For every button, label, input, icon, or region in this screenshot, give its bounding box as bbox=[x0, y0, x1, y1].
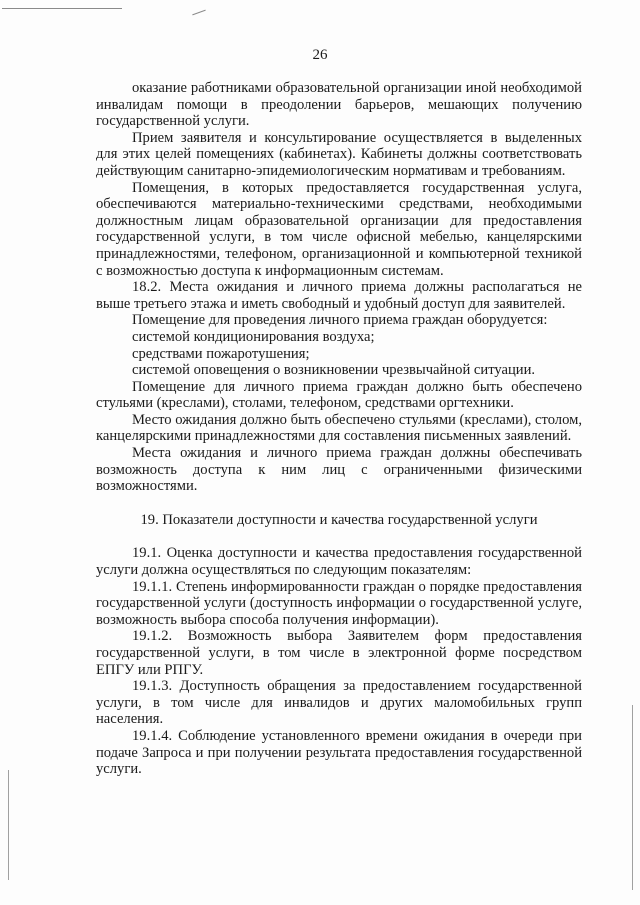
paragraph: оказание работниками образовательной организации иной необходимой инвалидам помощи в преодолении барьеров, мешающих получению государственной услуги. bbox=[96, 80, 582, 130]
paragraph: 19.1.3. Доступность обращения за предоставлением государственной услуги, в том числе для инвалидов и других маломобильных групп населения. bbox=[96, 678, 582, 728]
paragraph: Места ожидания и личного приема граждан должны обеспечивать возможность доступа к ним лиц с ограниченными физическими возможностями. bbox=[96, 445, 582, 495]
paragraph: 19.1. Оценка доступности и качества предоставления государственной услуги должна осуществляться по следующим показателям: bbox=[96, 545, 582, 579]
paragraph: 19.1.4. Соблюдение установленного времени ожидания в очереди при подаче Запроса и при получении результата предоставления государственной услуги. bbox=[96, 727, 582, 778]
paragraph: 19.1.1. Степень информированности граждан о порядке предоставления государственной услуги (доступность информации о государственной услуге, возможность выбора способа получения информации). bbox=[96, 578, 582, 628]
paragraph: Помещения, в которых предоставляется государственная услуга, обеспечиваются материально-техническими средствами, необходимыми должностным лицам образовательной организации для предоставления государственной услуги, в том числе офисной мебелью, канцелярскими принадлежностями, телефоном, организационной и компьютерной техникой с возможностью доступа к информационным системам. bbox=[96, 179, 582, 279]
margin-line bbox=[8, 770, 9, 880]
paragraph: Прием заявителя и консультирование осуществляется в выделенных для этих целей помещениях (кабинетах). Кабинеты должны соответствовать действующим санитарно-эпидемиологическим нормативам и требованиям. bbox=[96, 129, 582, 179]
list-item: системой оповещения о возникновении чрезвычайной ситуации. bbox=[132, 362, 536, 379]
paragraph: 18.2. Места ожидания и личного приема должны располагаться не выше третьего этажа и иметь свободный и удобный доступ для заявителей. bbox=[96, 279, 582, 312]
margin-line bbox=[632, 705, 633, 890]
list-item: системой кондиционирования воздуха; bbox=[132, 328, 375, 345]
paragraph: Помещение для личного приема граждан должно быть обеспечено стульями (креслами), столами, телефоном, средствами оргтехники. bbox=[96, 378, 582, 412]
paragraph: 19.1.2. Возможность выбора Заявителем форм предоставления государственной услуги, в том числе в электронной форме посредством ЕПГУ или РПГУ. bbox=[96, 628, 582, 678]
list-item: средствами пожаротушения; bbox=[132, 345, 310, 362]
paragraph: Место ожидания должно быть обеспечено стульями (креслами), столом, канцелярскими принадлежностями для составления письменных заявлений. bbox=[96, 411, 582, 445]
scan-artifact bbox=[192, 10, 205, 16]
section-heading: 19. Показатели доступности и качества государственной услуги bbox=[140, 511, 538, 528]
body-text bbox=[96, 80, 582, 778]
paragraph: Помещение для проведения личного приема граждан оборудуется: bbox=[132, 312, 548, 329]
page-number: 26 bbox=[312, 47, 328, 63]
scan-artifact bbox=[2, 8, 122, 9]
